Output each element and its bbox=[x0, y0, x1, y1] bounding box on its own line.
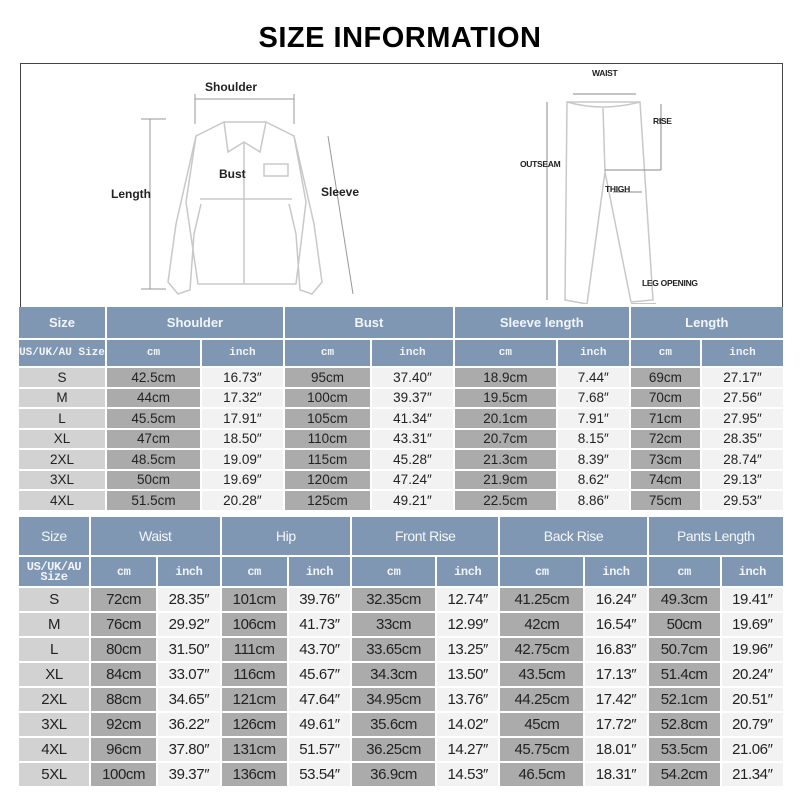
size-cell: S bbox=[19, 368, 105, 387]
value-cell: 76cm bbox=[91, 613, 156, 636]
size-subheader: US/UK/AU Size bbox=[19, 557, 89, 586]
value-cell: 16.73″ bbox=[202, 368, 283, 387]
value-cell: 27.56″ bbox=[702, 389, 783, 408]
group-header-waist: Waist bbox=[91, 517, 220, 555]
unit-inch: inch bbox=[289, 557, 350, 586]
length-label: Length bbox=[111, 187, 151, 201]
value-cell: 29.13″ bbox=[702, 471, 783, 490]
value-cell: 33.65cm bbox=[352, 638, 435, 661]
size-cell: 2XL bbox=[19, 688, 89, 711]
value-cell: 36.9cm bbox=[352, 763, 435, 786]
value-cell: 8.62″ bbox=[558, 471, 629, 490]
unit-cm: cm bbox=[500, 557, 583, 586]
value-cell: 42cm bbox=[500, 613, 583, 636]
value-cell: 96cm bbox=[91, 738, 156, 761]
value-cell: 20.51″ bbox=[722, 688, 783, 711]
value-cell: 19.5cm bbox=[455, 389, 556, 408]
size-cell: 5XL bbox=[19, 763, 89, 786]
group-header-bust: Bust bbox=[285, 307, 453, 338]
value-cell: 121cm bbox=[222, 688, 287, 711]
waist-label: WAIST bbox=[592, 68, 618, 78]
value-cell: 75cm bbox=[631, 491, 700, 510]
size-cell: 3XL bbox=[19, 713, 89, 736]
value-cell: 126cm bbox=[222, 713, 287, 736]
value-cell: 74cm bbox=[631, 471, 700, 490]
size-cell: XL bbox=[19, 663, 89, 686]
unit-cm: cm bbox=[91, 557, 156, 586]
value-cell: 92cm bbox=[91, 713, 156, 736]
value-cell: 16.24″ bbox=[585, 588, 646, 611]
size-cell: XL bbox=[19, 430, 105, 449]
value-cell: 33cm bbox=[352, 613, 435, 636]
value-cell: 45cm bbox=[500, 713, 583, 736]
value-cell: 36.25cm bbox=[352, 738, 435, 761]
value-cell: 19.69″ bbox=[722, 613, 783, 636]
value-cell: 72cm bbox=[91, 588, 156, 611]
group-header-length: Length bbox=[631, 307, 783, 338]
unit-cm: cm bbox=[649, 557, 720, 586]
value-cell: 21.06″ bbox=[722, 738, 783, 761]
leg-opening-label: LEG OPENING bbox=[642, 278, 698, 288]
value-cell: 19.69″ bbox=[202, 471, 283, 490]
value-cell: 72cm bbox=[631, 430, 700, 449]
unit-inch: inch bbox=[158, 557, 219, 586]
value-cell: 22.5cm bbox=[455, 491, 556, 510]
value-cell: 18.50″ bbox=[202, 430, 283, 449]
value-cell: 34.95cm bbox=[352, 688, 435, 711]
value-cell: 8.86″ bbox=[558, 491, 629, 510]
size-subheader: US/UK/AU Size bbox=[19, 340, 105, 366]
size-cell: S bbox=[19, 588, 89, 611]
value-cell: 44cm bbox=[107, 389, 200, 408]
group-header-shoulder: Shoulder bbox=[107, 307, 283, 338]
value-cell: 125cm bbox=[285, 491, 370, 510]
value-cell: 34.3cm bbox=[352, 663, 435, 686]
value-cell: 14.02″ bbox=[437, 713, 498, 736]
value-cell: 70cm bbox=[631, 389, 700, 408]
value-cell: 28.74″ bbox=[702, 450, 783, 469]
value-cell: 27.95″ bbox=[702, 409, 783, 428]
value-cell: 20.28″ bbox=[202, 491, 283, 510]
table-header-row bbox=[19, 307, 783, 338]
unit-inch: inch bbox=[372, 340, 453, 366]
value-cell: 48.5cm bbox=[107, 450, 200, 469]
value-cell: 71cm bbox=[631, 409, 700, 428]
value-cell: 95cm bbox=[285, 368, 370, 387]
value-cell: 28.35″ bbox=[702, 430, 783, 449]
value-cell: 29.92″ bbox=[158, 613, 219, 636]
value-cell: 12.74″ bbox=[437, 588, 498, 611]
value-cell: 50cm bbox=[649, 613, 720, 636]
value-cell: 120cm bbox=[285, 471, 370, 490]
value-cell: 32.35cm bbox=[352, 588, 435, 611]
unit-cm: cm bbox=[352, 557, 435, 586]
value-cell: 88cm bbox=[91, 688, 156, 711]
unit-inch: inch bbox=[702, 340, 783, 366]
value-cell: 136cm bbox=[222, 763, 287, 786]
table-row bbox=[19, 638, 783, 661]
value-cell: 131cm bbox=[222, 738, 287, 761]
unit-cm: cm bbox=[285, 340, 370, 366]
value-cell: 33.07″ bbox=[158, 663, 219, 686]
value-cell: 115cm bbox=[285, 450, 370, 469]
value-cell: 20.24″ bbox=[722, 663, 783, 686]
value-cell: 7.68″ bbox=[558, 389, 629, 408]
group-header-pants-length: Pants Length bbox=[649, 517, 783, 555]
value-cell: 17.42″ bbox=[585, 688, 646, 711]
table-subheader-row bbox=[19, 340, 783, 366]
group-header-hip: Hip bbox=[222, 517, 351, 555]
size-header: Size bbox=[19, 307, 105, 338]
value-cell: 44.25cm bbox=[500, 688, 583, 711]
value-cell: 34.65″ bbox=[158, 688, 219, 711]
value-cell: 84cm bbox=[91, 663, 156, 686]
value-cell: 43.70″ bbox=[289, 638, 350, 661]
value-cell: 37.40″ bbox=[372, 368, 453, 387]
value-cell: 14.27″ bbox=[437, 738, 498, 761]
table-row bbox=[19, 409, 783, 428]
value-cell: 41.34″ bbox=[372, 409, 453, 428]
unit-inch: inch bbox=[437, 557, 498, 586]
value-cell: 49.3cm bbox=[649, 588, 720, 611]
value-cell: 106cm bbox=[222, 613, 287, 636]
value-cell: 18.31″ bbox=[585, 763, 646, 786]
value-cell: 50cm bbox=[107, 471, 200, 490]
value-cell: 41.73″ bbox=[289, 613, 350, 636]
value-cell: 16.54″ bbox=[585, 613, 646, 636]
value-cell: 19.41″ bbox=[722, 588, 783, 611]
table-row bbox=[19, 613, 783, 636]
value-cell: 13.76″ bbox=[437, 688, 498, 711]
value-cell: 51.4cm bbox=[649, 663, 720, 686]
value-cell: 43.5cm bbox=[500, 663, 583, 686]
value-cell: 45.28″ bbox=[372, 450, 453, 469]
unit-cm: cm bbox=[222, 557, 287, 586]
table-row bbox=[19, 471, 783, 490]
value-cell: 111cm bbox=[222, 638, 287, 661]
value-cell: 80cm bbox=[91, 638, 156, 661]
value-cell: 17.32″ bbox=[202, 389, 283, 408]
value-cell: 39.76″ bbox=[289, 588, 350, 611]
table-subheader-row bbox=[19, 557, 783, 586]
unit-cm: cm bbox=[107, 340, 200, 366]
value-cell: 47.64″ bbox=[289, 688, 350, 711]
value-cell: 28.35″ bbox=[158, 588, 219, 611]
value-cell: 20.7cm bbox=[455, 430, 556, 449]
value-cell: 35.6cm bbox=[352, 713, 435, 736]
value-cell: 100cm bbox=[91, 763, 156, 786]
value-cell: 69cm bbox=[631, 368, 700, 387]
value-cell: 52.1cm bbox=[649, 688, 720, 711]
value-cell: 17.72″ bbox=[585, 713, 646, 736]
bust-label: Bust bbox=[219, 167, 246, 181]
table-row bbox=[19, 738, 783, 761]
value-cell: 47cm bbox=[107, 430, 200, 449]
unit-cm: cm bbox=[631, 340, 700, 366]
table-header-row bbox=[19, 517, 783, 555]
value-cell: 8.15″ bbox=[558, 430, 629, 449]
value-cell: 19.09″ bbox=[202, 450, 283, 469]
size-header: Size bbox=[19, 517, 89, 555]
value-cell: 50.7cm bbox=[649, 638, 720, 661]
value-cell: 17.13″ bbox=[585, 663, 646, 686]
value-cell: 53.5cm bbox=[649, 738, 720, 761]
size-cell: M bbox=[19, 389, 105, 408]
value-cell: 20.79″ bbox=[722, 713, 783, 736]
unit-inch: inch bbox=[558, 340, 629, 366]
value-cell: 45.67″ bbox=[289, 663, 350, 686]
shoulder-label: Shoulder bbox=[205, 80, 258, 94]
size-cell: M bbox=[19, 613, 89, 636]
value-cell: 42.75cm bbox=[500, 638, 583, 661]
value-cell: 49.61″ bbox=[289, 713, 350, 736]
value-cell: 13.50″ bbox=[437, 663, 498, 686]
value-cell: 49.21″ bbox=[372, 491, 453, 510]
value-cell: 36.22″ bbox=[158, 713, 219, 736]
value-cell: 18.9cm bbox=[455, 368, 556, 387]
value-cell: 12.99″ bbox=[437, 613, 498, 636]
value-cell: 31.50″ bbox=[158, 638, 219, 661]
value-cell: 21.34″ bbox=[722, 763, 783, 786]
table-row bbox=[19, 491, 783, 510]
value-cell: 53.54″ bbox=[289, 763, 350, 786]
thigh-label: THIGH bbox=[605, 184, 630, 194]
group-header-back-rise: Back Rise bbox=[500, 517, 646, 555]
table-row bbox=[19, 688, 783, 711]
group-header-front-rise: Front Rise bbox=[352, 517, 498, 555]
value-cell: 17.91″ bbox=[202, 409, 283, 428]
size-cell: 4XL bbox=[19, 738, 89, 761]
table-row bbox=[19, 450, 783, 469]
value-cell: 45.75cm bbox=[500, 738, 583, 761]
value-cell: 47.24″ bbox=[372, 471, 453, 490]
size-cell: 2XL bbox=[19, 450, 105, 469]
value-cell: 7.91″ bbox=[558, 409, 629, 428]
size-cell: L bbox=[19, 638, 89, 661]
size-cell: 3XL bbox=[19, 471, 105, 490]
sleeve-label: Sleeve bbox=[321, 185, 360, 199]
value-cell: 51.5cm bbox=[107, 491, 200, 510]
group-header-sleeve-length: Sleeve length bbox=[455, 307, 629, 338]
table-row bbox=[19, 368, 783, 387]
value-cell: 8.39″ bbox=[558, 450, 629, 469]
value-cell: 39.37″ bbox=[158, 763, 219, 786]
table-row bbox=[19, 430, 783, 449]
page-title: SIZE INFORMATION bbox=[258, 22, 542, 54]
value-cell: 116cm bbox=[222, 663, 287, 686]
value-cell: 27.17″ bbox=[702, 368, 783, 387]
value-cell: 52.8cm bbox=[649, 713, 720, 736]
value-cell: 110cm bbox=[285, 430, 370, 449]
value-cell: 13.25″ bbox=[437, 638, 498, 661]
value-cell: 7.44″ bbox=[558, 368, 629, 387]
value-cell: 16.83″ bbox=[585, 638, 646, 661]
table-row bbox=[19, 663, 783, 686]
value-cell: 21.9cm bbox=[455, 471, 556, 490]
size-cell: 4XL bbox=[19, 491, 105, 510]
table-row bbox=[19, 588, 783, 611]
top-size-table bbox=[17, 305, 785, 512]
value-cell: 20.1cm bbox=[455, 409, 556, 428]
table-row bbox=[19, 763, 783, 786]
unit-cm: cm bbox=[455, 340, 556, 366]
unit-inch: inch bbox=[585, 557, 646, 586]
value-cell: 54.2cm bbox=[649, 763, 720, 786]
outseam-label: OUTSEAM bbox=[520, 159, 561, 169]
value-cell: 41.25cm bbox=[500, 588, 583, 611]
value-cell: 18.01″ bbox=[585, 738, 646, 761]
table-row bbox=[19, 713, 783, 736]
value-cell: 43.31″ bbox=[372, 430, 453, 449]
value-cell: 29.53″ bbox=[702, 491, 783, 510]
value-cell: 14.53″ bbox=[437, 763, 498, 786]
bottom-size-table bbox=[17, 515, 785, 788]
value-cell: 105cm bbox=[285, 409, 370, 428]
value-cell: 37.80″ bbox=[158, 738, 219, 761]
value-cell: 51.57″ bbox=[289, 738, 350, 761]
value-cell: 39.37″ bbox=[372, 389, 453, 408]
value-cell: 46.5cm bbox=[500, 763, 583, 786]
value-cell: 100cm bbox=[285, 389, 370, 408]
table-row bbox=[19, 389, 783, 408]
unit-inch: inch bbox=[722, 557, 783, 586]
value-cell: 19.96″ bbox=[722, 638, 783, 661]
value-cell: 21.3cm bbox=[455, 450, 556, 469]
value-cell: 101cm bbox=[222, 588, 287, 611]
unit-inch: inch bbox=[202, 340, 283, 366]
measurement-diagrams bbox=[20, 63, 783, 308]
value-cell: 45.5cm bbox=[107, 409, 200, 428]
size-cell: L bbox=[19, 409, 105, 428]
value-cell: 42.5cm bbox=[107, 368, 200, 387]
rise-label: RISE bbox=[653, 116, 672, 126]
value-cell: 73cm bbox=[631, 450, 700, 469]
